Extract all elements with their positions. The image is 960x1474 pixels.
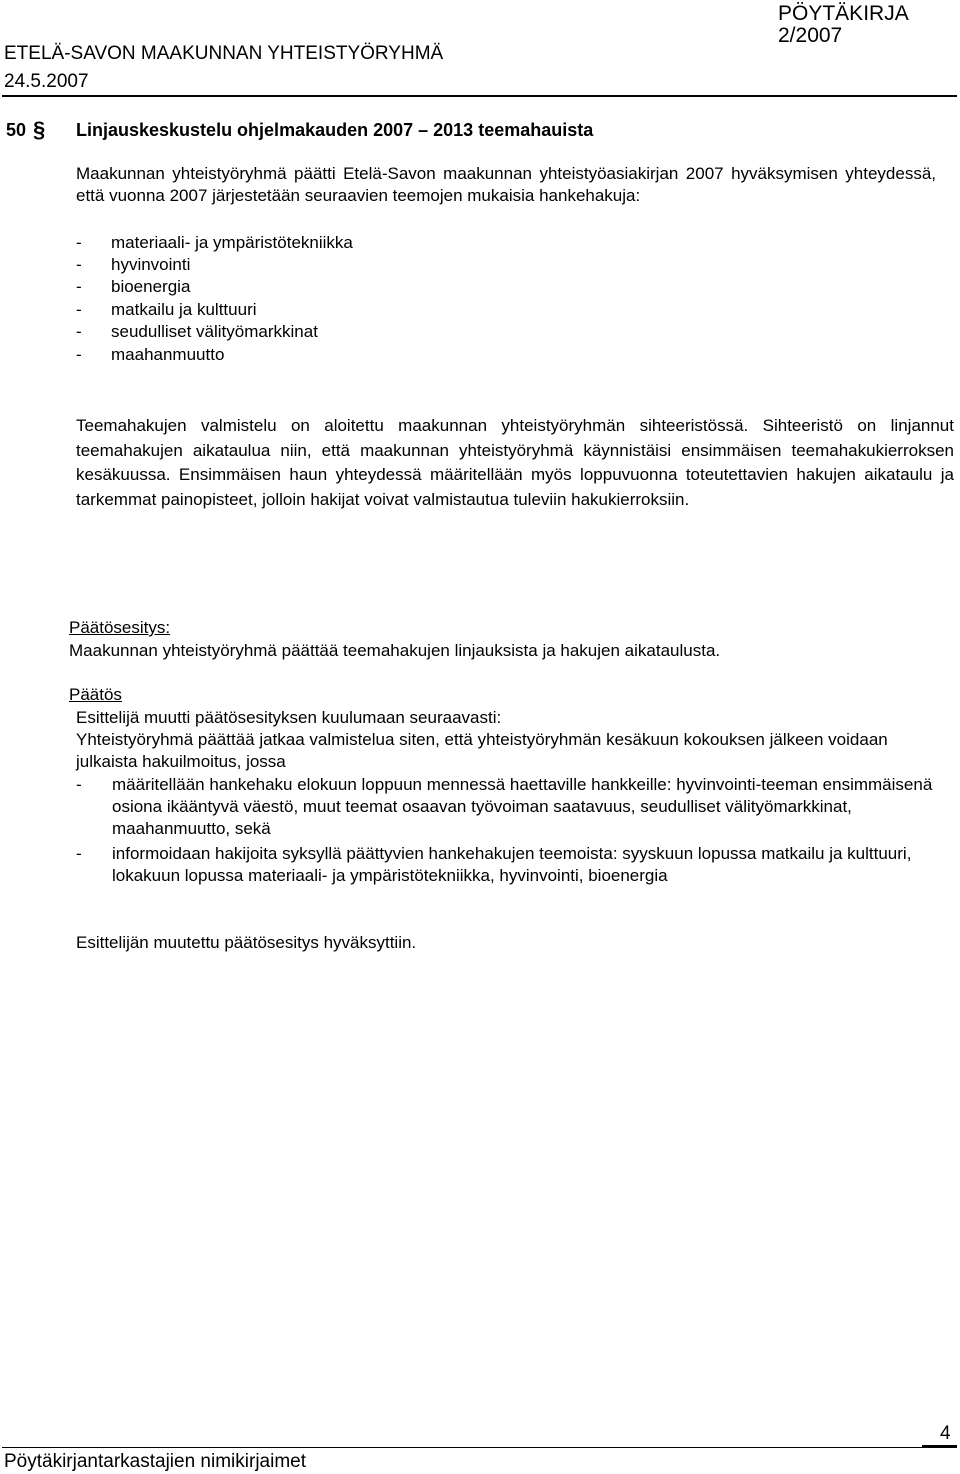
intro-paragraph: Maakunnan yhteistyöryhmä päätti Etelä-Savon maakunnan yhteistyöasiakirjan 2007 hyväksymisen yhteydessä, että vuonna 2007 järjestetään seuraavien teemojen mukaisia hankehakuja:	[76, 164, 936, 205]
organization-name: ETELÄ-SAVON MAAKUNNAN YHTEISTYÖRYHMÄ	[4, 43, 444, 64]
decision-heading: Päätös	[69, 685, 122, 704]
document-number: 2/2007	[778, 24, 843, 47]
meeting-date: 24.5.2007	[4, 71, 89, 92]
decision-list-item: - määritellään hankehaku elokuun loppuun mennessä haettaville hankkeille: hyvinvointi-teeman ensimmäisenä osiona ikääntyvä väestö, muut teemat osaavan työvoiman saatavuus, seudulliset välityömarkkinat, maahanmuutto, sekä	[76, 775, 933, 838]
decision-list-item: - informoidaan hakijoita syksyllä päättyvien hankehakujen teemoista: syyskuun lopussa matkailu ja kulttuuri, lokakuun lopussa materiaali- ja ympäristötekniikka, hyvinvointi, bioenergia	[76, 844, 912, 885]
decision-intro: Esittelijä muutti päätösesityksen kuulumaan seuraavasti:	[76, 708, 502, 727]
section-title: Linjauskeskustelu ohjelmakauden 2007 – 2013 teemahauista	[76, 120, 594, 140]
decision-approved: Esittelijän muutettu päätösesitys hyväksyttiin.	[76, 933, 417, 952]
section-number: 50	[6, 120, 27, 140]
page-number: 4	[940, 1423, 951, 1444]
proposal-heading: Päätösesitys:	[69, 618, 171, 637]
section-symbol: §	[33, 117, 46, 142]
header-divider	[2, 95, 957, 97]
decision-paragraph: Yhteistyöryhmä päättää jatkaa valmistelua siten, että yhteistyöryhmän kesäkuun kokouksen jälkeen voidaan julkaista hakuilmoitus, jossa	[76, 730, 888, 771]
proposal-text: Maakunnan yhteistyöryhmä päättää teemahakujen linjauksista ja hakujen aikataulusta.	[69, 641, 721, 660]
preparation-paragraph: Teemahakujen valmistelu on aloitettu maakunnan yhteistyöryhmän sihteeristössä. Sihteeristö on linjannut teemahakujen aikataulua niin, että maakunnan yhteistyöryhmä käynnistäisi ensimmäisen teemahakukierroksen kesäkuussa. Ensimmäisen haun yhteydessä määritellään myös loppuvuonna toteutettavien hakujen aikataulu ja tarkemmat painopisteet, jolloin hakijat voivat valmistautua tuleviin hakukierroksiin.	[76, 416, 954, 509]
initials-label: Pöytäkirjantarkastajien nimikirjaimet	[4, 1451, 306, 1472]
footer-divider	[2, 1447, 957, 1448]
footer-divider-accent	[922, 1445, 957, 1448]
document-type: PÖYTÄKIRJA	[778, 2, 909, 25]
